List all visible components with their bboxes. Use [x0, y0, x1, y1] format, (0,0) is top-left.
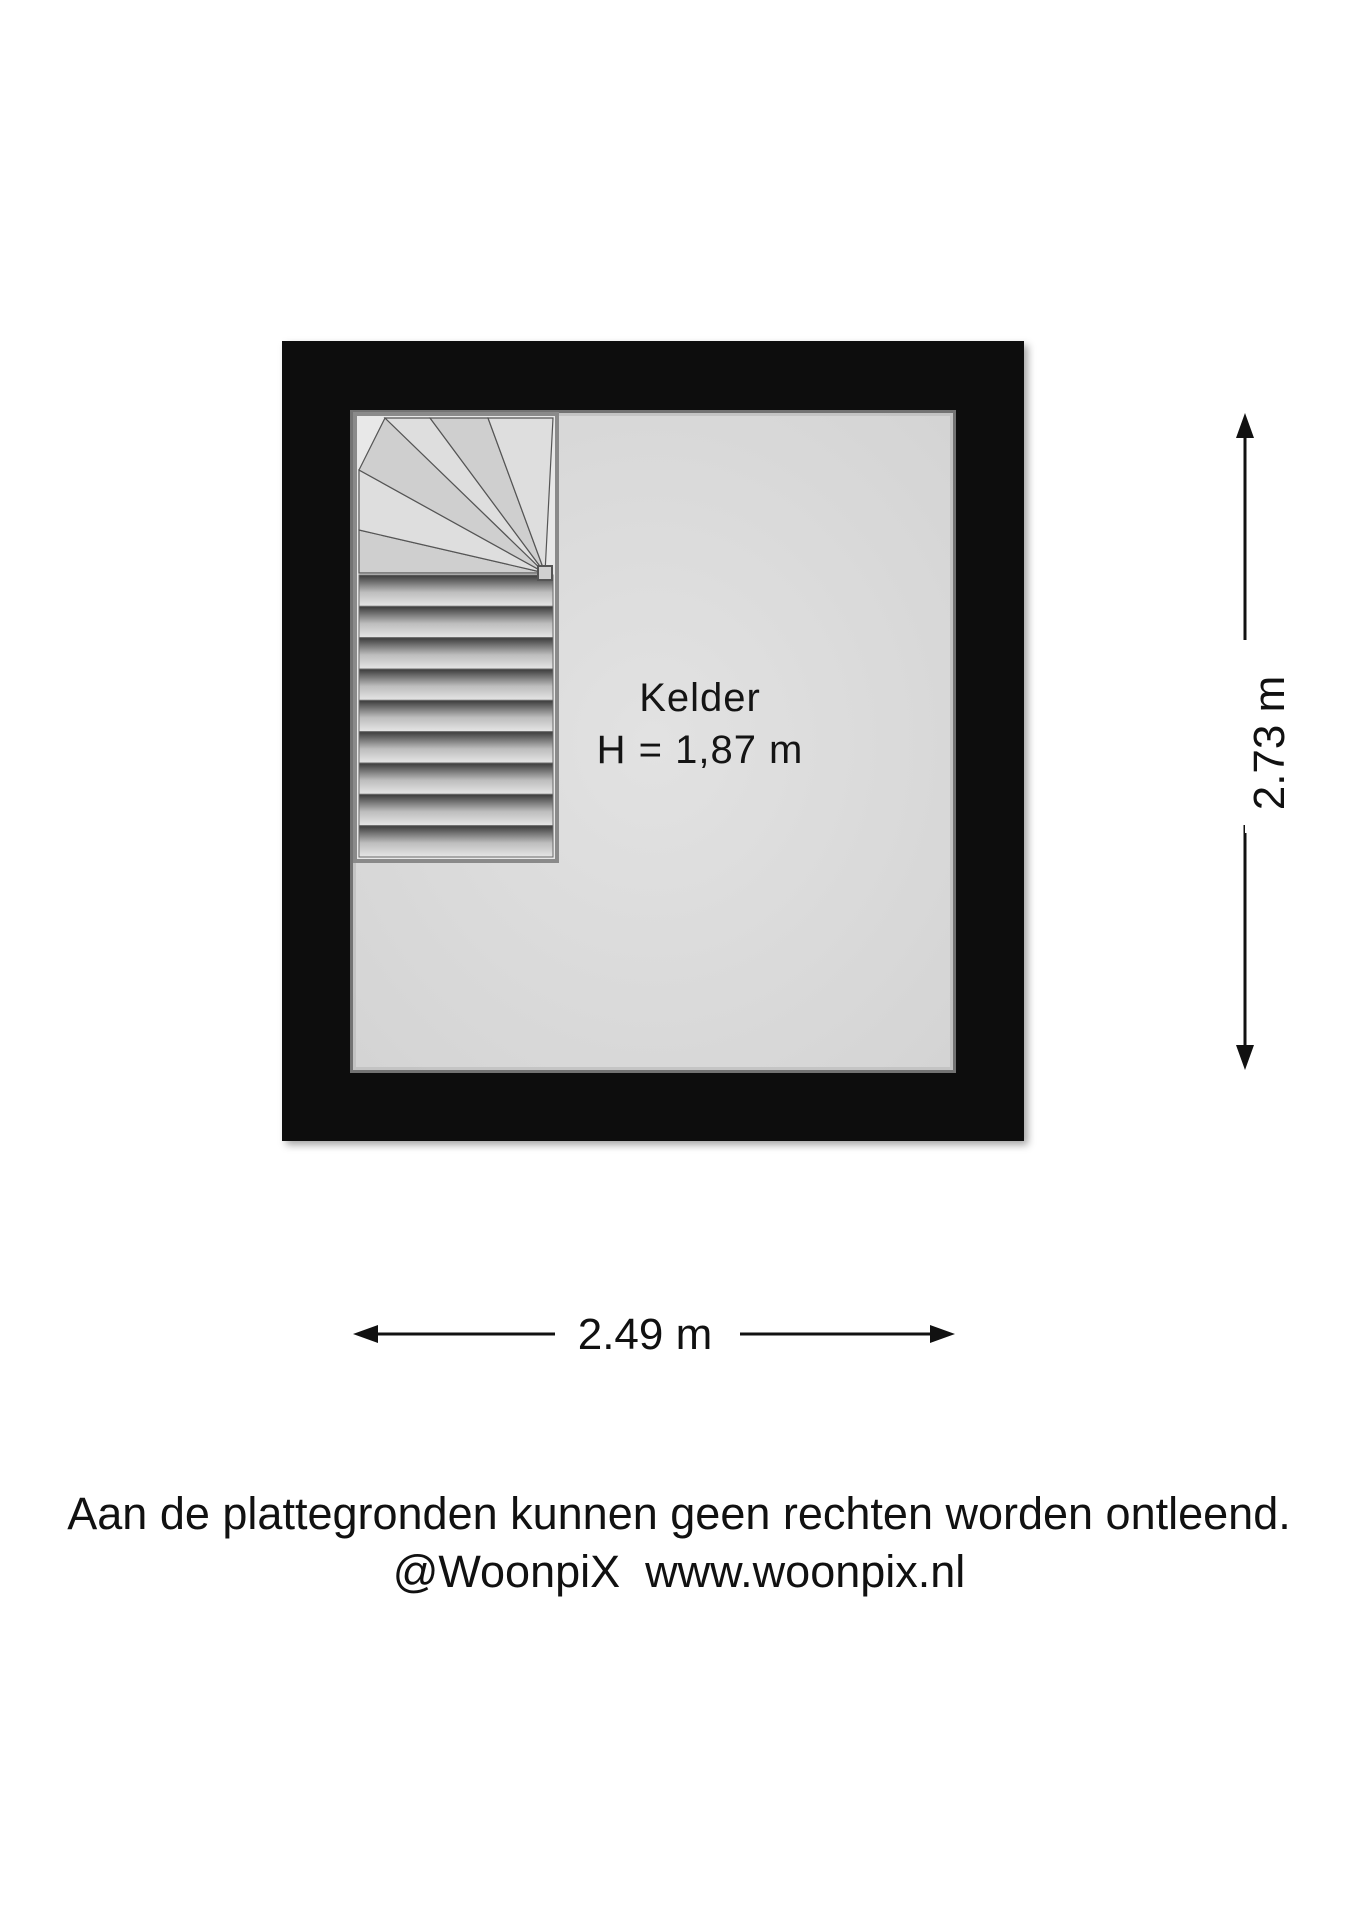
- height-dimension-label: 2.73 m: [1245, 653, 1295, 833]
- arrowhead-right: [930, 1325, 955, 1343]
- stair-newel-post: [538, 566, 552, 580]
- arrowhead-up: [1236, 413, 1254, 438]
- footer-disclaimer: Aan de plattegronden kunnen geen rechten worden ontleend.: [67, 1488, 1291, 1539]
- width-dimension-label: 2.49 m: [560, 1310, 730, 1360]
- stair-step: [359, 732, 553, 763]
- stair-step: [359, 763, 553, 794]
- stair-step: [359, 638, 553, 669]
- stair-step: [359, 826, 553, 857]
- staircase: [355, 414, 557, 861]
- stair-step: [359, 669, 553, 700]
- winder-steps: [359, 418, 553, 573]
- stair-step: [359, 575, 553, 606]
- arrowhead-down: [1236, 1045, 1254, 1070]
- stair-step: [359, 606, 553, 637]
- room-name-label: Kelder: [639, 676, 761, 720]
- straight-steps: [359, 575, 553, 857]
- footer-brand: @WoonpiX www.woonpix.nl: [392, 1546, 966, 1597]
- arrowhead-left: [353, 1325, 378, 1343]
- stair-step: [359, 794, 553, 825]
- room-height-label: H = 1,87 m: [596, 728, 804, 772]
- stair-step: [359, 700, 553, 731]
